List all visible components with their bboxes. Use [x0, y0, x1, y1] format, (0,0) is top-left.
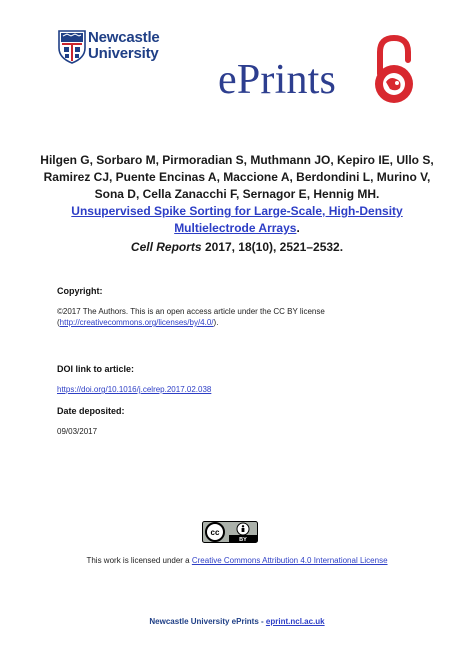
citation-block — [40, 152, 434, 256]
footer — [40, 617, 434, 626]
journal-name: Cell Reports — [130, 240, 202, 254]
citation-title-line — [71, 204, 402, 235]
journal-details: 2017, 18(10), 2521–2532. — [201, 240, 344, 254]
eprints-site-link[interactable]: eprint.ncl.ac.uk — [265, 617, 325, 626]
citation-authors: Hilgen G, Sorbaro M, Pirmoradian S, Muthmann JO, Kepiro IE, Ullo S, Ramirez CJ, Puente Encinas A, Maccione A, Berdondini L, Murino V, Sona D, Cella Zanacchi F, Sernagor E, Hennig MH. — [40, 153, 434, 201]
date-deposited-value: 09/03/2017 — [57, 427, 98, 436]
copyright-close-paren: ). — [213, 318, 219, 327]
cc-by-badge-icon[interactable] — [202, 521, 258, 543]
license-prefix: This work is licensed under a — [86, 556, 192, 565]
date-deposited-section — [57, 406, 427, 437]
logo-line-newcastle: Newcastle — [88, 29, 160, 46]
date-deposited-heading: Date deposited: — [57, 406, 125, 416]
license-statement — [40, 556, 434, 565]
cc-license-link[interactable]: Creative Commons Attribution 4.0 International License — [191, 556, 388, 565]
cc-license-url-link[interactable]: http://creativecommons.org/licenses/by/4.0/ — [59, 318, 214, 327]
copyright-heading: Copyright: — [57, 286, 103, 296]
cc-badge-text: cc — [210, 528, 220, 537]
by-badge-text: BY — [239, 537, 247, 543]
footer-prefix: Newcastle University ePrints - — [149, 617, 266, 626]
doi-section — [57, 364, 427, 395]
logo-line-university: University — [88, 45, 159, 62]
copyright-text — [57, 306, 427, 328]
copyright-line: ©2017 The Authors. This is an open access article under the CC BY license — [57, 307, 325, 316]
title-suffix: . — [296, 221, 300, 235]
doi-heading: DOI link to article: — [57, 364, 135, 374]
open-access-lock-icon — [370, 32, 418, 110]
newcastle-university-logo — [58, 28, 168, 70]
copyright-section — [57, 286, 427, 328]
university-crest-icon — [58, 30, 86, 64]
doi-link[interactable]: https://doi.org/10.1016/j.celrep.2017.02.038 — [57, 385, 212, 394]
copyright-open-paren: ( — [57, 318, 60, 327]
eprints-wordmark: ePrints — [218, 57, 337, 103]
logo-wordmark — [88, 30, 160, 62]
journal-line — [40, 239, 434, 256]
eprints-brand — [218, 56, 408, 108]
article-title-link[interactable]: Unsupervised Spike Sorting for Large-Scale, High-Density Multielectrode Arrays — [71, 204, 403, 235]
